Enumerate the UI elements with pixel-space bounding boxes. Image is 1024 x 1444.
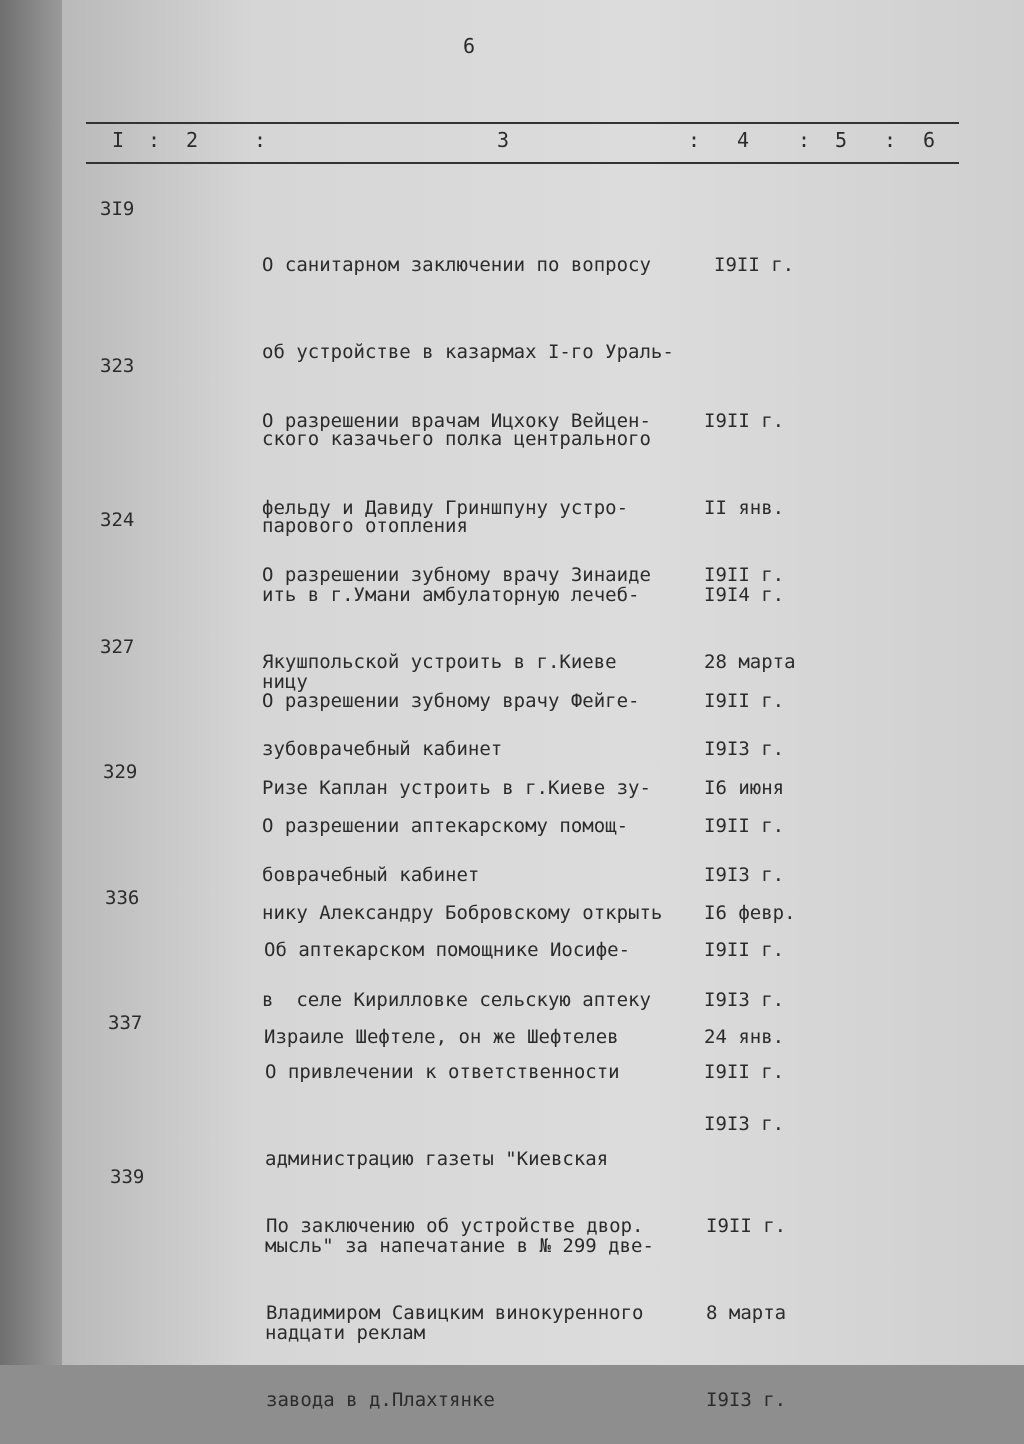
entry-date-line: I9I3 г. <box>704 864 785 886</box>
entry-text-line: Об аптекарском помощнике Иосифе- <box>264 939 631 961</box>
entry-date-line: I9II г. <box>704 939 785 961</box>
header-col-4: 4 <box>737 128 750 152</box>
entry-date-line: I9II г. <box>704 815 785 837</box>
entry-date-line: I9I3 г. <box>704 989 785 1011</box>
entry-date-line: I9II г. <box>714 254 795 276</box>
entry-text-line: О разрешении аптекарскому помощ- <box>262 815 629 837</box>
entry-number: 339 <box>110 1166 145 1188</box>
entry-text-line: администрацию газеты "Киевская <box>265 1148 609 1170</box>
entry-text-line: Владимиром Савицким винокуренного <box>266 1302 644 1324</box>
entry-dates <box>714 193 794 309</box>
entry-text-line: мысль" за напечатание в № 299 две- <box>265 1235 654 1257</box>
entry-text-line: Якушпольской устроить в г.Киеве <box>262 651 617 673</box>
entry-text-line: О санитарном заключении по вопросу <box>262 254 651 276</box>
header-col-2: 2 <box>186 128 199 152</box>
entry-date-line: I9II г. <box>704 564 785 586</box>
entry-date-line: I9II г. <box>704 1061 785 1083</box>
entry-number: 3I9 <box>100 198 135 220</box>
page-number: 6 <box>463 34 476 58</box>
entry-date-line: I9I4 г. <box>704 584 785 606</box>
header-separator: : <box>884 128 897 152</box>
header-separator: : <box>148 128 161 152</box>
entry-text-line: О разрешении врачам Ицхоку Вейцен- <box>262 410 651 432</box>
entry-text-line: О разрешении зубному врачу Зинаиде <box>262 564 651 586</box>
entry-description <box>266 1154 644 1444</box>
header-col-1: I <box>112 128 125 152</box>
entry-text-line: ского казачьего полка центрального <box>262 428 651 450</box>
entry-date-line: 24 янв. <box>704 1026 785 1048</box>
entry-date-line: 8 марта <box>706 1302 787 1324</box>
header-separator: : <box>688 128 701 152</box>
entry-text-line: Ризе Каплан устроить в г.Киеве зу- <box>262 777 651 799</box>
entry-text-line: По заключению об устройстве двор. <box>266 1215 644 1237</box>
entry-text-line: О разрешении зубному врачу Фейге- <box>262 690 640 712</box>
entry-text-line: зубоврачебный кабинет <box>262 738 503 760</box>
entry-number: 327 <box>100 636 135 658</box>
entry-text-line: надцати реклам <box>265 1322 426 1344</box>
header-col-3: 3 <box>497 128 510 152</box>
entry-date-line: I9II г. <box>704 410 785 432</box>
entry-text-line: боврачебный кабинет <box>262 864 480 886</box>
entry-text-line: нику Александру Бобровскому открыть <box>262 902 663 924</box>
entry-text-line: ить в г.Умани амбулаторную лечеб- <box>262 584 640 606</box>
entry-date-line: I6 июня <box>704 777 785 799</box>
entry-dates <box>706 1154 786 1444</box>
entry-text-line: завода в д.Плахтянке <box>266 1389 495 1411</box>
header-top-rule <box>86 122 959 124</box>
entry-number: 336 <box>105 887 140 909</box>
header-col-5: 5 <box>835 128 848 152</box>
entry-number: 323 <box>100 355 135 377</box>
entry-text-line: Израиле Шефтеле, он же Шефтелев <box>264 1026 619 1048</box>
adjacent-page-edge <box>0 0 62 1365</box>
entry-date-line: 28 марта <box>704 651 796 673</box>
entry-date-line: II янв. <box>704 497 785 519</box>
entry-date-line: I9I3 г. <box>706 1389 787 1411</box>
entry-date-line: I9II г. <box>704 690 785 712</box>
entry-date-line: I9II г. <box>706 1215 787 1237</box>
entry-date-line: I9I3 г. <box>704 1113 785 1135</box>
entry-number: 324 <box>100 509 135 531</box>
header-bottom-rule <box>86 162 959 164</box>
entry-number: 337 <box>108 1012 143 1034</box>
entry-text-line: О привлечении к ответственности <box>265 1061 620 1083</box>
entry-text-line: в селе Кирилловке сельскую аптеку <box>262 989 651 1011</box>
header-separator: : <box>798 128 811 152</box>
entry-number: 329 <box>103 761 138 783</box>
entry-text-line: ницу <box>262 671 308 693</box>
entry-date-line: I6 февр. <box>704 902 796 924</box>
header-separator: : <box>254 128 267 152</box>
entry-text-line: фельду и Давиду Гриншпуну устро- <box>262 497 629 519</box>
entry-text-line: об устройстве в казармах I-го Ураль- <box>262 341 674 363</box>
entry-text-line: парового отопления <box>262 515 468 537</box>
header-col-6: 6 <box>923 128 936 152</box>
entry-dates <box>704 1000 784 1116</box>
entry-date-line: I9I3 г. <box>704 738 785 760</box>
